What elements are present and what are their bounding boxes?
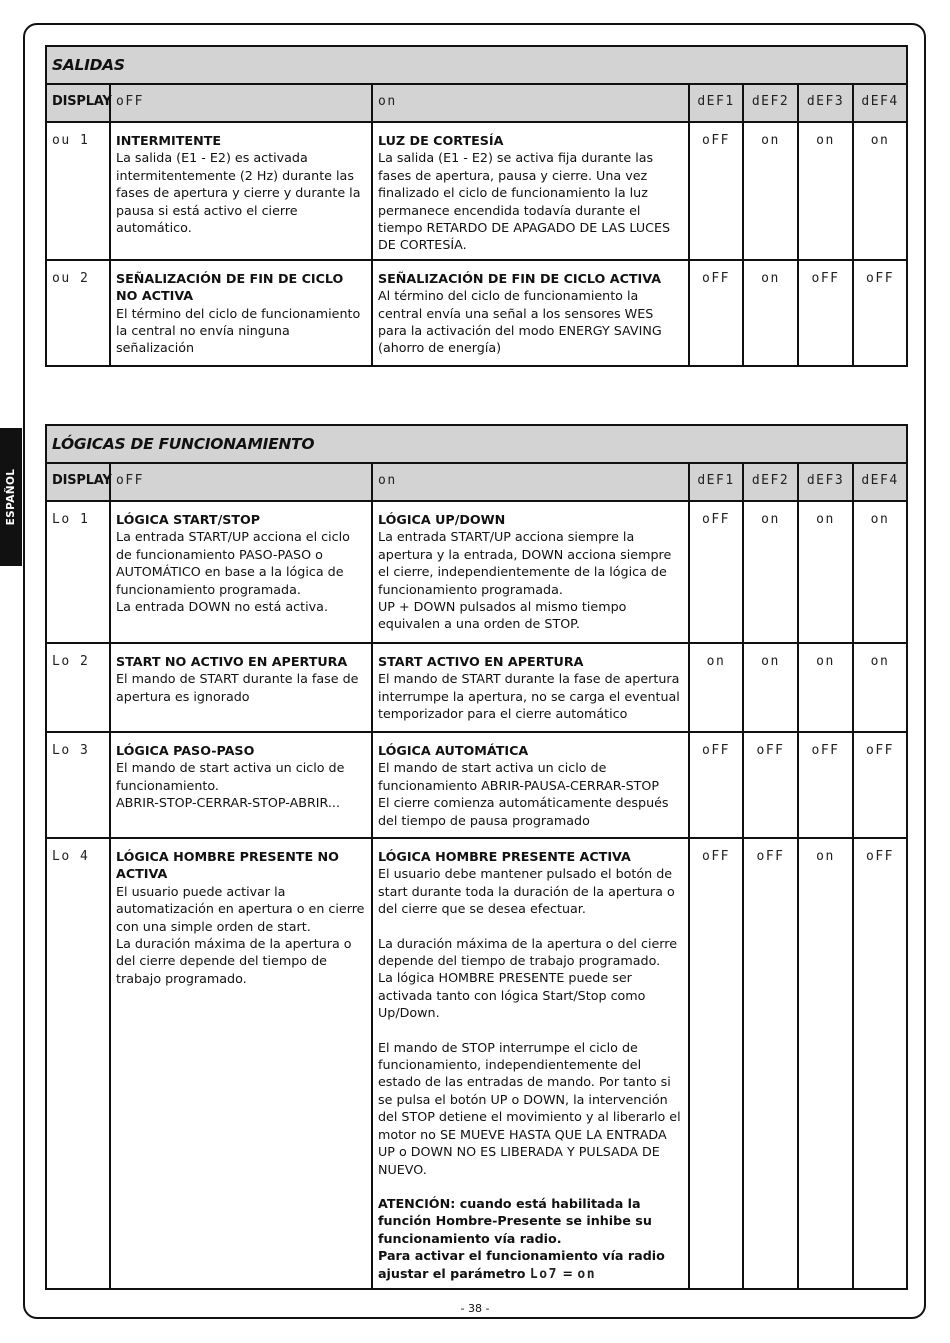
on-title: LÓGICA HOMBRE PRESENTE ACTIVA — [378, 849, 631, 864]
on-description — [372, 501, 689, 643]
def2-value: oFF — [743, 732, 798, 838]
def1-value: oFF — [689, 122, 743, 260]
def2-value: on — [743, 122, 798, 260]
header-def2: dEF2 — [743, 84, 798, 122]
on-title: LÓGICA UP/DOWN — [378, 512, 506, 527]
off-text-2: La entrada DOWN no está activa. — [116, 599, 328, 615]
def1-value: oFF — [689, 260, 743, 366]
off-title: LÓGICA PASO-PASO — [116, 743, 255, 758]
def4-value: on — [853, 501, 907, 643]
header-display: DISPLAY — [46, 463, 110, 501]
off-text: El mando de start activa un ciclo de funcionamiento. — [116, 760, 345, 793]
def3-value: on — [798, 501, 853, 643]
row-code: Lo 2 — [46, 643, 110, 732]
table-row-lo1 — [46, 501, 907, 643]
off-text-2: La duración máxima de la apertura o del cierre depende del tiempo de trabajo programado. — [116, 936, 352, 986]
logicas-header-row — [46, 463, 907, 501]
def3-value: oFF — [798, 732, 853, 838]
off-description — [110, 732, 372, 838]
off-text: La entrada START/UP acciona el ciclo de funcionamiento PASO-PASO o AUTOMÁTICO en base a la lógica de funcionamiento programada. — [116, 529, 350, 597]
off-description — [110, 260, 372, 366]
table-row-lo3 — [46, 732, 907, 838]
on-title: LÓGICA AUTOMÁTICA — [378, 743, 529, 758]
param-value: on — [577, 1266, 597, 1282]
row-code: Lo 4 — [46, 838, 110, 1289]
on-description — [372, 260, 689, 366]
on-text: El mando de START durante la fase de apertura interrumpe la apertura, no se carga el eventual temporizador para el cierre automático — [378, 671, 680, 722]
on-text-2: UP + DOWN pulsados al mismo tiempo equivalen a una orden de STOP. — [378, 599, 627, 632]
header-def3: dEF3 — [798, 84, 853, 122]
def2-value: on — [743, 260, 798, 366]
off-title: INTERMITENTE — [116, 133, 222, 148]
on-description — [372, 838, 689, 1289]
language-side-tab — [0, 428, 22, 566]
on-text: Al término del ciclo de funcionamiento la central envía una señal a los sensores WES para la activación del modo ENERGY SAVING (ahorro de energía) — [378, 288, 662, 356]
on-text-2: El cierre comienza automáticamente después del tiempo de pausa programado — [378, 795, 669, 828]
on-description — [372, 732, 689, 838]
def2-value: on — [743, 643, 798, 732]
spacer — [378, 1022, 683, 1039]
on-description — [372, 122, 689, 260]
radio-note-text: Para activar el funcionamiento vía radio ajustar el parámetro — [378, 1248, 665, 1281]
off-title: SEÑALIZACIÓN DE FIN DE CICLO NO ACTIVA — [116, 270, 344, 304]
on-description — [372, 643, 689, 732]
def4-value: on — [853, 122, 907, 260]
off-description — [110, 501, 372, 643]
table-row-lo2 — [46, 643, 907, 732]
def1-value: oFF — [689, 732, 743, 838]
param-code: Lo7 — [529, 1266, 558, 1282]
on-title: START ACTIVO EN APERTURA — [378, 654, 584, 669]
on-text: La entrada START/UP acciona siempre la apertura y la entrada, DOWN acciona siempre el cierre, independientemente de la lógica de funcionamiento programada. — [378, 529, 672, 597]
def2-value: oFF — [743, 838, 798, 1289]
table-row-ou2 — [46, 260, 907, 366]
off-title: LÓGICA START/STOP — [116, 512, 261, 527]
def3-value: oFF — [798, 260, 853, 366]
header-off: oFF — [110, 84, 372, 122]
off-text: La salida (E1 - E2) es activada intermitentemente (2 Hz) durante las fases de apertura y cierre y durante la pausa si está activo el cierre automático. — [116, 150, 361, 236]
header-display: DISPLAY — [46, 84, 110, 122]
header-def3: dEF3 — [798, 463, 853, 501]
salidas-header-row — [46, 84, 907, 122]
off-description — [110, 122, 372, 260]
off-title: START NO ACTIVO EN APERTURA — [116, 654, 348, 669]
def4-value: on — [853, 643, 907, 732]
off-description — [110, 643, 372, 732]
def4-value: oFF — [853, 838, 907, 1289]
off-text-2: ABRIR-STOP-CERRAR-STOP-ABRIR... — [116, 795, 340, 811]
on-text: El usuario debe mantener pulsado el botón de start durante toda la duración de la apertura o del cierre que se desea efectuar. — [378, 866, 675, 917]
spacer — [378, 1178, 683, 1195]
on-text-2: La duración máxima de la apertura o del cierre depende del tiempo de trabajo programado. — [378, 935, 678, 969]
on-title: LUZ DE CORTESÍA — [378, 133, 504, 148]
off-description — [110, 838, 372, 1289]
def2-value: on — [743, 501, 798, 643]
param-equals: = — [557, 1265, 578, 1281]
on-text: La salida (E1 - E2) se activa fija durante las fases de apertura, pausa y cierre. Una vez finalizado el ciclo de funcionamiento la luz permanece encendida todavía durante el tiempo RETARDO DE APAGADO DE LAS LUCES DE CORTESÍA. — [378, 150, 671, 253]
table-row-lo4 — [46, 838, 907, 1289]
on-text-3: La lógica HOMBRE PRESENTE puede ser activada tanto con lógica Start/Stop como Up/Down. — [378, 970, 646, 1021]
header-def4: dEF4 — [853, 463, 907, 501]
header-def1: dEF1 — [689, 463, 743, 501]
row-code: ou 2 — [46, 260, 110, 366]
salidas-table — [45, 45, 908, 367]
radio-note — [378, 1247, 683, 1283]
language-label: ESPAÑOL — [5, 468, 17, 526]
off-title: LÓGICA HOMBRE PRESENTE NO ACTIVA — [116, 849, 339, 882]
row-code: Lo 1 — [46, 501, 110, 643]
on-title: SEÑALIZACIÓN DE FIN DE CICLO ACTIVA — [378, 270, 662, 286]
on-text: El mando de start activa un ciclo de funcionamiento ABRIR-PAUSA-CERRAR-STOP — [378, 760, 660, 793]
header-on: on — [372, 463, 689, 501]
warning-note: ATENCIÓN: cuando está habilitada la función Hombre-Presente se inhibe su funcionamiento vía radio. — [378, 1195, 652, 1246]
header-def4: dEF4 — [853, 84, 907, 122]
def4-value: oFF — [853, 260, 907, 366]
table-row-ou1 — [46, 122, 907, 260]
off-text: El usuario puede activar la automatización en apertura o en cierre con una simple orden de start. — [116, 883, 365, 934]
off-text: El mando de START durante la fase de apertura es ignorado — [116, 671, 359, 704]
header-def2: dEF2 — [743, 463, 798, 501]
spacer — [378, 918, 683, 935]
def4-value: oFF — [853, 732, 907, 838]
def3-value: on — [798, 838, 853, 1289]
row-code: Lo 3 — [46, 732, 110, 838]
def1-value: on — [689, 643, 743, 732]
logicas-table — [45, 424, 908, 1290]
on-text-4: El mando de STOP interrumpe el ciclo de funcionamiento, independientemente del estado de las entradas de mando. Por tanto si se pulsa el botón UP o DOWN, la intervención del STOP detiene el movimiento y al liberarlo el motor no SE MUEVE HASTA QUE LA ENTRADA UP o DOWN NO ES LIBERADA Y PULSADA DE NUEVO. — [378, 1039, 681, 1177]
off-text: El término del ciclo de funcionamiento la central no envía ninguna señalización — [116, 305, 361, 356]
def3-value: on — [798, 643, 853, 732]
def1-value: oFF — [689, 501, 743, 643]
header-def1: dEF1 — [689, 84, 743, 122]
header-on: on — [372, 84, 689, 122]
row-code: ou 1 — [46, 122, 110, 260]
header-off: oFF — [110, 463, 372, 501]
salidas-title: SALIDAS — [46, 46, 907, 84]
logicas-title: LÓGICAS DE FUNCIONAMIENTO — [46, 425, 907, 463]
def1-value: oFF — [689, 838, 743, 1289]
def3-value: on — [798, 122, 853, 260]
page-number: - 38 - — [460, 1302, 490, 1315]
